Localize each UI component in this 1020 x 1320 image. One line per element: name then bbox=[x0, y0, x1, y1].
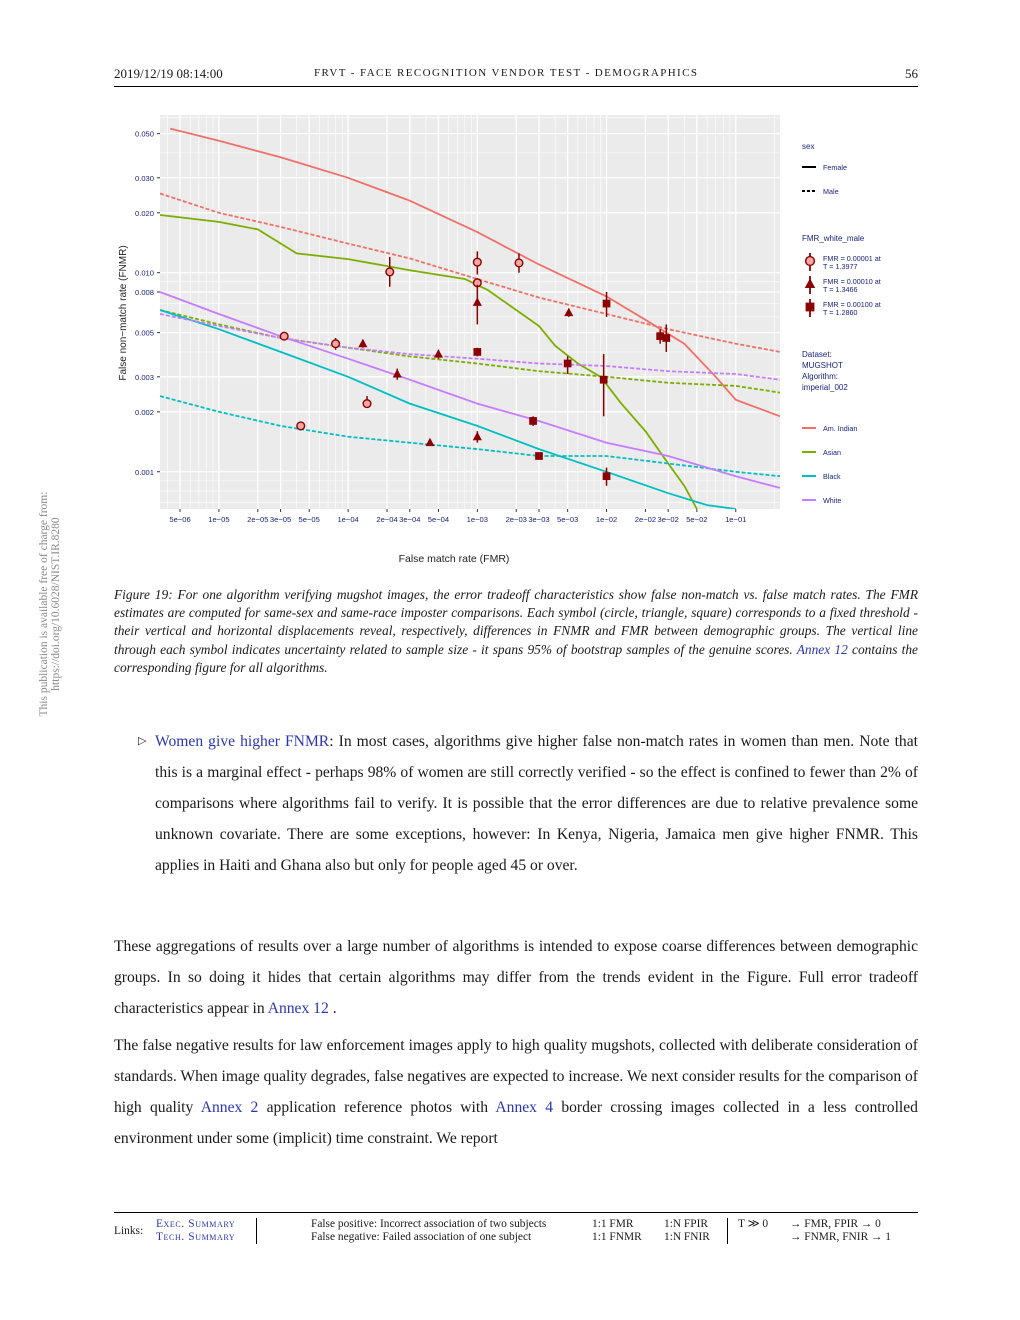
paragraph-aggregations bbox=[114, 931, 918, 1024]
y-tick-label: 0.020 bbox=[134, 208, 154, 218]
legend-fmr-circle bbox=[806, 257, 815, 266]
x-tick-label: 3e−02 bbox=[657, 515, 679, 524]
x-tick-label: 1e−04 bbox=[337, 515, 359, 524]
fpir-label: 1:N FPIR bbox=[664, 1218, 708, 1230]
footer-divider bbox=[727, 1218, 728, 1244]
paragraph-false-negative bbox=[114, 1030, 918, 1154]
x-tick-label: 2e−05 bbox=[247, 515, 269, 524]
legend-sex-label: Female bbox=[823, 163, 847, 172]
bullet-link[interactable]: Women give higher FNMR bbox=[155, 733, 330, 750]
para1-annex-link[interactable]: Annex 12 bbox=[267, 1000, 329, 1017]
y-axis-label: False non−match rate (FNMR) bbox=[118, 245, 129, 381]
x-tick-label: 5e−04 bbox=[427, 515, 450, 524]
header-date: 2019/12/19 08:14:00 bbox=[114, 66, 223, 81]
x-tick-label: 3e−03 bbox=[528, 515, 550, 524]
legend-race-label: Black bbox=[823, 472, 841, 481]
y-tick-label: 0.030 bbox=[134, 173, 154, 183]
para2-text-1: The false negative results for law enforcement images apply to high quality mugshots, collected with deliberate consideration of standards. When image quality degrades, false negatives are expected to increase. We next consider results for the comparison of high quality bbox=[114, 1037, 918, 1116]
marker-circle bbox=[386, 268, 394, 276]
x-tick-label: 3e−05 bbox=[269, 515, 292, 524]
x-tick-label: 5e−02 bbox=[686, 515, 708, 524]
marker-square bbox=[473, 348, 481, 356]
legend-dataset-line: MUGSHOT bbox=[802, 361, 843, 370]
fnir-label: 1:N FNIR bbox=[664, 1231, 710, 1243]
para1-tail: . bbox=[332, 1000, 337, 1017]
legend-fmr-line1: FMR = 0.00001 at bbox=[823, 254, 881, 263]
x-tick-label: 2e−02 bbox=[634, 515, 657, 524]
legend-race-label: Asian bbox=[823, 448, 841, 457]
caption-tail: contains the corresponding figure for all algorithms. bbox=[114, 641, 918, 675]
marker-circle bbox=[280, 332, 288, 340]
y-tick-label: 0.010 bbox=[134, 268, 154, 278]
legend-dataset-line: imperial_002 bbox=[802, 383, 848, 392]
marker-circle bbox=[332, 340, 340, 348]
footer-divider bbox=[256, 1218, 257, 1244]
para1-text: These aggregations of results over a large number of algorithms is intended to expose coarse differences between demographic groups. In so doing it hides that certain algorithms may differ from the trends evident in the Figure. Full error tradeoff characteristics appear in bbox=[114, 938, 918, 1017]
y-tick-label: 0.003 bbox=[134, 372, 154, 382]
marker-circle bbox=[297, 422, 305, 430]
x-tick-label: 5e−03 bbox=[556, 515, 579, 524]
y-tick-label: 0.002 bbox=[134, 407, 154, 417]
legend-dataset-line: Dataset: bbox=[802, 350, 832, 359]
threshold-label: T ≫ 0 bbox=[738, 1218, 769, 1230]
bullet-item bbox=[114, 726, 918, 881]
false-positive-def: False positive: Incorrect association of two subjects bbox=[311, 1218, 547, 1230]
x-tick-label: 5e−05 bbox=[298, 515, 320, 524]
figure-caption bbox=[114, 586, 918, 677]
availability-note: This publication is available free of charge from: https://doi.org/10.6028/NIST.IR.8280 bbox=[38, 491, 62, 717]
legend-sex-title: sex bbox=[802, 142, 815, 151]
marker-square bbox=[564, 360, 572, 368]
exec-summary-link[interactable]: Exec. Summary bbox=[156, 1218, 236, 1230]
caption-annex-link[interactable]: Annex 12 bbox=[796, 641, 848, 657]
fmr-limit: → FMR, FPIR → 0 bbox=[790, 1218, 881, 1230]
legend-fmr-title: FMR_white_male bbox=[802, 234, 865, 243]
page-header bbox=[114, 66, 918, 87]
caption-text: For one algorithm verifying mugshot images, the error tradeoff characteristics show false non-match vs. false match rates. The FMR estimates are computed for same-sex and same-race imposter comparisons. Each symbol (circle, triangle, square) corresponds to a fixed threshold - their vertical and horizontal displacements reveal, respectively, differences in FNMR and FMR between demographic groups. The vertical line through each symbol indicates uncertainty related to sample size - it spans 95% of bootstrap samples of the genuine scores. bbox=[114, 587, 918, 657]
x-tick-label: 2e−03 bbox=[505, 515, 527, 524]
marker-circle bbox=[473, 258, 481, 266]
tech-summary-link[interactable]: Tech. Summary bbox=[156, 1231, 236, 1243]
false-negative-def: False negative: Failed association of one subject bbox=[311, 1231, 532, 1243]
marker-square bbox=[529, 417, 537, 425]
marker-circle bbox=[363, 400, 371, 408]
det-chart bbox=[108, 108, 908, 578]
legend-race-label: Am. Indian bbox=[823, 424, 858, 433]
header-title: FRVT - FACE RECOGNITION VENDOR TEST - DEMOGRAPHICS bbox=[314, 67, 699, 79]
legend-fmr-line1: FMR = 0.00010 at bbox=[823, 277, 881, 286]
caption-label: Figure 19: bbox=[114, 587, 173, 602]
x-tick-label: 5e−06 bbox=[169, 515, 191, 524]
y-tick-label: 0.008 bbox=[134, 288, 154, 298]
x-tick-label: 1e−02 bbox=[595, 515, 618, 524]
marker-square bbox=[662, 334, 670, 342]
para2-text-3: border crossing images collected in a less controlled environment under some (implicit) time constraint. We report bbox=[114, 1099, 918, 1147]
x-tick-label: 3e−04 bbox=[399, 515, 421, 524]
legend-sex-label: Male bbox=[823, 187, 839, 196]
y-tick-label: 0.050 bbox=[134, 129, 154, 139]
y-tick-label: 0.005 bbox=[134, 328, 154, 338]
fnmr-limit: → FNMR, FNIR → 1 bbox=[790, 1231, 891, 1243]
x-tick-label: 2e−04 bbox=[376, 515, 398, 524]
legend-fmr-line2: T = 1.3466 bbox=[823, 285, 858, 294]
annex2-link[interactable]: Annex 2 bbox=[200, 1099, 259, 1116]
legend-fmr-square bbox=[806, 303, 815, 312]
footer-links-label: Links: bbox=[114, 1225, 144, 1237]
bullet-text: : In most cases, algorithms give higher false non-match rates in women than men. Note that this is a marginal effect - perhaps 98% of women are still correctly verified - so the effect is confined to fewer than 2% of comparisons where algorithms fail to verify. It is possible that the error differences are due to relative prevalence some unknown covariate. There are some exceptions, however: In Kenya, Nigeria, Jamaica men give higher FNMR. This applies in Haiti and Ghana also but only for people aged 45 or over. bbox=[155, 733, 918, 874]
legend-fmr-triangle bbox=[805, 278, 815, 288]
page-number: 56 bbox=[905, 66, 918, 81]
marker-square bbox=[600, 376, 608, 384]
fmr-label: 1:1 FMR bbox=[592, 1218, 634, 1230]
legend-fmr-line2: T = 1.2860 bbox=[823, 308, 858, 317]
marker-square bbox=[603, 300, 611, 308]
annex4-link[interactable]: Annex 4 bbox=[495, 1099, 554, 1116]
x-tick-label: 1e−01 bbox=[725, 515, 747, 524]
x-axis-label: False match rate (FMR) bbox=[398, 553, 510, 565]
legend bbox=[802, 142, 881, 505]
y-tick-label: 0.001 bbox=[134, 467, 154, 477]
marker-square bbox=[603, 472, 611, 480]
bullet-marker-icon: ▷ bbox=[138, 735, 147, 747]
legend-dataset-line: Algorithm: bbox=[802, 372, 839, 381]
x-tick-label: 1e−03 bbox=[466, 515, 488, 524]
plot-panel bbox=[160, 115, 780, 509]
fnmr-label: 1:1 FNMR bbox=[592, 1231, 642, 1243]
legend-fmr-line1: FMR = 0.00100 at bbox=[823, 300, 881, 309]
marker-circle bbox=[515, 259, 523, 267]
page-footer bbox=[114, 1212, 918, 1243]
x-tick-label: 1e−05 bbox=[208, 515, 230, 524]
legend-fmr-line2: T = 1.3977 bbox=[823, 262, 858, 271]
para2-text-2: application reference photos with bbox=[266, 1099, 488, 1116]
marker-square bbox=[535, 452, 543, 460]
legend-race-label: White bbox=[823, 496, 842, 505]
